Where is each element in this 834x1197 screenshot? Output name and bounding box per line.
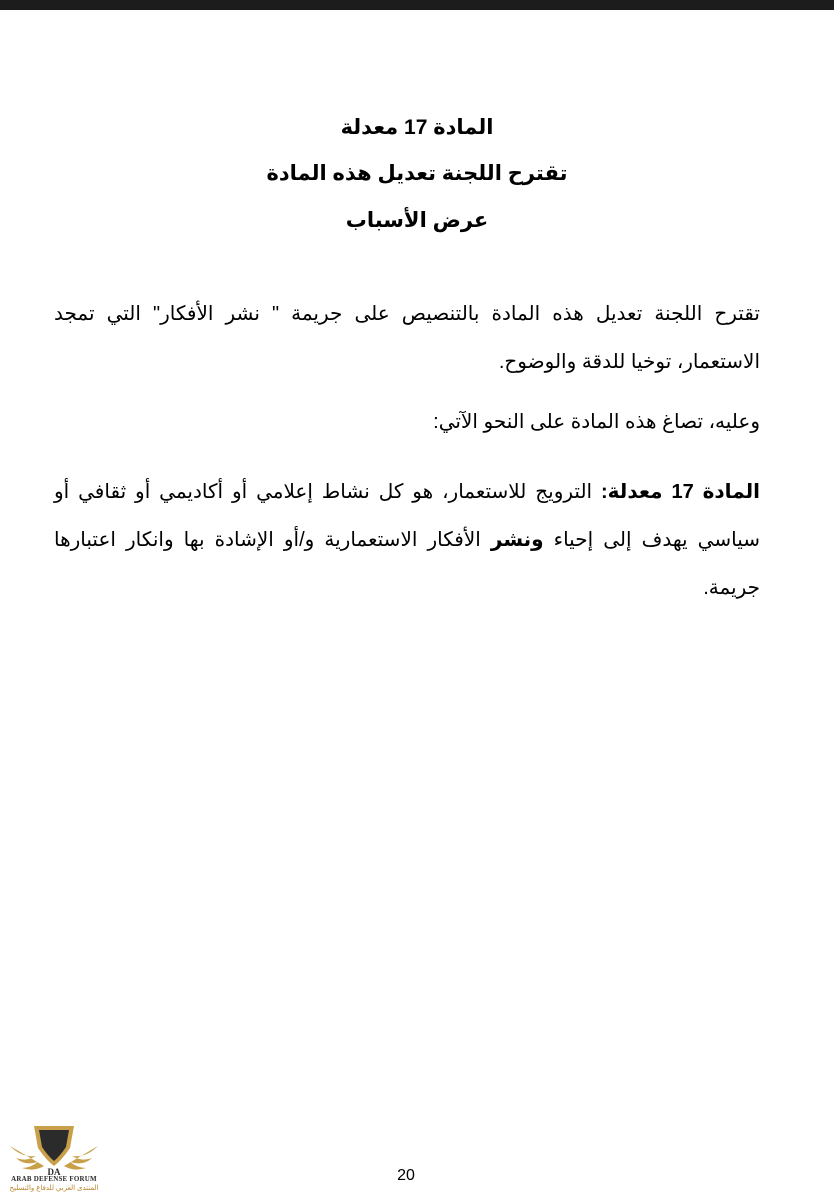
proposal-paragraph: تقترح اللجنة تعديل هذه المادة بالتنصيص على جريمة " نشر الأفكار" التي تمجد الاستعمار، توخيا للدقة والوضوح.	[54, 303, 760, 373]
watermark-logo	[4, 1118, 104, 1194]
logo-name-ar: المنتدى العربي للدفاع والتسليح	[9, 1185, 99, 1192]
article-text-start: الترويج للاستعمار، هو كل نشاط إعلامي أو أكاديمي أو ثقافي أو سياسي يهدف إلى إحياء	[54, 481, 760, 551]
committee-proposal-heading: تقترح اللجنة تعديل هذه المادة	[266, 162, 568, 185]
amended-article-paragraph	[54, 468, 760, 612]
logo-initials: DA	[47, 1167, 61, 1176]
page-number: 20	[397, 1167, 415, 1184]
reasons-heading: عرض الأسباب	[345, 209, 489, 232]
article-label: المادة 17 معدلة:	[601, 481, 760, 503]
article-heading: المادة 17 معدلة	[340, 116, 494, 139]
article-text-end: الأفكار الاستعمارية و/أو الإشادة بها وانكار اعتبارها جريمة.	[54, 529, 760, 599]
shield-wings-icon	[4, 1118, 104, 1176]
article-emphasis-word: ونشر	[490, 529, 544, 551]
formulation-intro-paragraph: وعليه، تصاغ هذه المادة على النحو الآتي:	[433, 411, 760, 433]
logo-name-en: ARAB DEFENSE FORUM	[11, 1175, 97, 1183]
